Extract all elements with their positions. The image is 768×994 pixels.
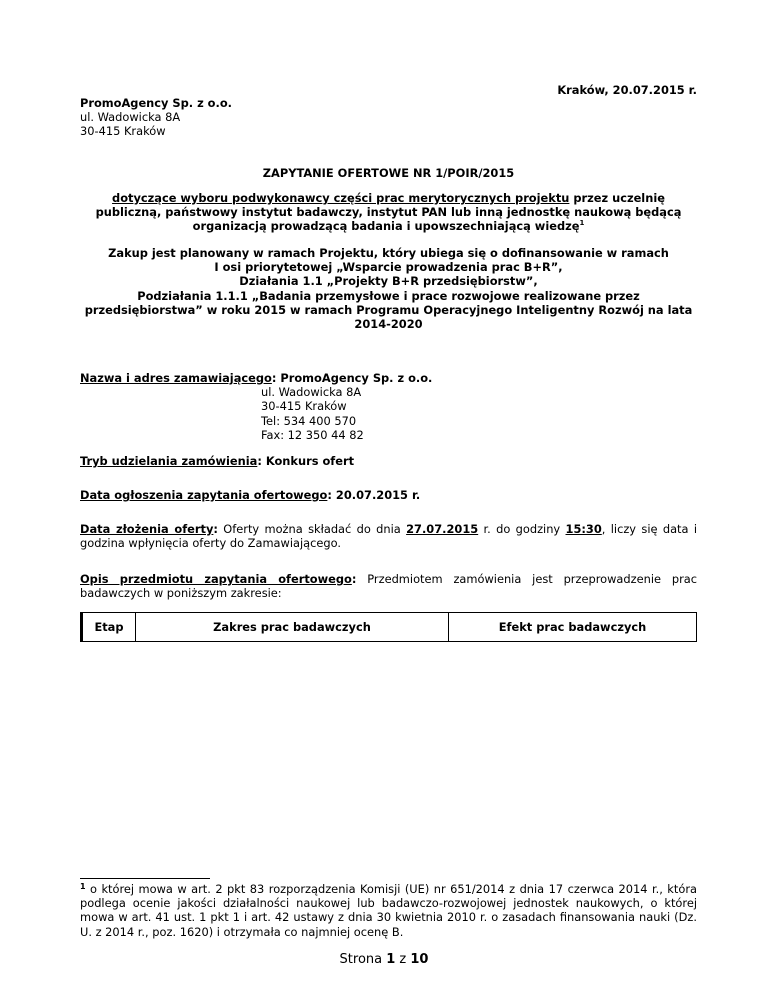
deadline-date: 27.07.2015 (406, 522, 479, 536)
procedure-section (80, 454, 354, 468)
table-header-effect: Efekt prac badawczych (449, 613, 697, 642)
deadline-text3: , liczy się data i godzina wpłynięcia oferty do Zamawiającego. (80, 522, 697, 551)
procedure-colon: : (257, 454, 262, 468)
document-title: ZAPYTANIE OFERTOWE NR 1/POIR/2015 (262, 166, 515, 180)
page-prefix: Strona (339, 952, 387, 967)
scope-paragraph (80, 246, 697, 331)
sender-street: ul. Wadowicka 8A (80, 110, 181, 125)
research-stages-table (80, 612, 697, 642)
deadline-time: 15:30 (565, 522, 602, 536)
table-header-scope: Zakres prac badawczych (136, 613, 449, 642)
scope-line: I osi priorytetowej „Wsparcie prowadzenia prac B+R”, (214, 260, 563, 275)
scope-line: 2014-2020 (354, 317, 423, 332)
orderer-phone: Tel: 534 400 570 (261, 413, 357, 428)
procedure-value: Konkurs ofert (261, 454, 355, 468)
scope-line: Działania 1.1 „Projekty B+R przedsiębiorstw”, (239, 274, 538, 289)
announcement-value: 20.07.2015 r. (331, 488, 421, 502)
document-date: Kraków, 20.07.2015 r. (557, 83, 697, 97)
page-number (0, 953, 768, 967)
sender-city: 30-415 Kraków (80, 124, 166, 139)
deadline-text2: r. do godziny (478, 522, 566, 536)
intro-line2: publiczną, państwowy instytut badawczy, instytut PAN lub inną jednostkę naukową będącą (95, 205, 682, 220)
footnote-number: 1 (80, 882, 86, 891)
footnote-separator (80, 878, 210, 879)
intro-line1-rest: przez uczelnię (569, 191, 665, 205)
announcement-colon: : (327, 488, 332, 502)
subject-section (80, 572, 697, 600)
page-current: 1 (386, 952, 396, 967)
footnote-text: o której mowa w art. 2 pkt 83 rozporządzenia Komisji (UE) nr 651/2014 z dnia 17 czerwca 2014 r., która podlega ocenie jakości działalności naukowej lub badawczo-rozwojowej jednostek naukowych, o której mowa w art. 41 ust. 1 pkt 1 i art. 42 ustawy z dnia 30 kwietnia 2010 r. o zasadach finansowania nauki (Dz. U. z 2014 r., poz. 1620) i otrzymała co najmniej ocenę B. (80, 882, 697, 939)
deadline-colon: : (213, 522, 218, 536)
orderer-label: Nazwa i adres zamawiającego (80, 371, 272, 385)
page-middle: z (395, 952, 411, 967)
orderer-street: ul. Wadowicka 8A (261, 385, 362, 400)
scope-line: Podziałania 1.1.1 „Badania przemysłowe i prace rozwojowe realizowane przez (137, 288, 640, 303)
page-total: 10 (410, 952, 429, 967)
announcement-label: Data ogłoszenia zapytania ofertowego (80, 488, 328, 502)
subject-text: Przedmiotem zamówienia jest przeprowadzenie prac badawczych w poniższym zakresie: (80, 572, 697, 601)
orderer-name: PromoAgency Sp. z o.o. (276, 371, 433, 385)
subject-colon: : (351, 572, 357, 586)
intro-underlined: dotyczące wyboru podwykonawcy części prac merytorycznych projektu (112, 191, 570, 205)
deadline-label: Data złożenia oferty (80, 522, 214, 536)
announcement-section (80, 488, 420, 502)
orderer-section (80, 371, 480, 442)
scope-line: Zakup jest planowany w ramach Projektu, który ubiega się o dofinansowanie w ramach (108, 246, 669, 260)
procedure-label: Tryb udzielania zamówienia (80, 454, 258, 468)
intro-line3: organizacją prowadzącą badania i upowszechniającą wiedzę (192, 219, 580, 234)
footnote-reference[interactable]: 1 (579, 219, 585, 228)
sender-address (80, 96, 232, 139)
subject-label: Opis przedmiotu zapytania ofertowego (80, 572, 352, 586)
deadline-section (80, 522, 697, 550)
orderer-city: 30-415 Kraków (261, 399, 347, 414)
deadline-text1: Oferty można składać do dnia (217, 522, 407, 536)
footnote (80, 882, 697, 939)
table-header-stage: Etap (82, 613, 136, 642)
table-header-row (82, 613, 697, 642)
orderer-fax: Fax: 12 350 44 82 (261, 427, 364, 442)
sender-company-name: PromoAgency Sp. z o.o. (80, 96, 232, 110)
scope-line: przedsiębiorstwa” w roku 2015 w ramach Programu Operacyjnego Inteligentny Rozwój na lata (84, 302, 693, 317)
orderer-colon: : (271, 371, 277, 385)
intro-paragraph (80, 191, 697, 234)
